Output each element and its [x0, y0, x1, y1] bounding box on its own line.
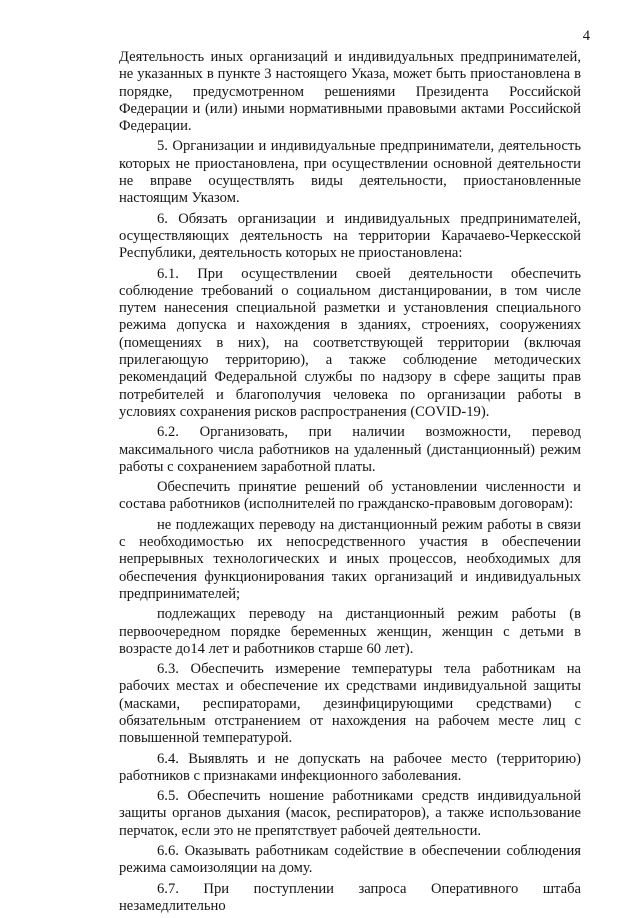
paragraph-item-6-5: 6.5. Обеспечить ношение работниками средств индивидуальной защиты органов дыхания (масок, респираторов), а также использование перчаток, если это не препятствует рабочей деятельности. — [119, 788, 581, 839]
paragraph-item-6-7: 6.7. При поступлении запроса Оперативного штаба незамедлительно — [119, 880, 581, 914]
paragraph-item-6: 6. Обязать организации и индивидуальных предпринимателей, осуществляющих деятельность на территории Карачаево-Черкесской Республики, деятельность которых не приостановлена: — [119, 210, 581, 262]
paragraph-not-remote: не подлежащих переводу на дистанционный режим работы в связи с необходимостью их непосредственного участия в обеспечении непрерывных технологических и иных процессов, необходимых для обеспечения функционирования таких организаций и индивидуальных предпринимателей; — [119, 516, 581, 602]
paragraph-item-6-6: 6.6. Оказывать работникам содействие в обеспечении соблюдения режима самоизоляции на дому. — [119, 843, 581, 877]
page-number: 4 — [582, 28, 590, 44]
paragraph-remote: подлежащих переводу на дистанционный режим работы (в первоочередном порядке беременных женщин, женщин с детьми в возрасте до14 лет и работников старше 60 лет). — [119, 606, 581, 657]
paragraph-item-6-3: 6.3. Обеспечить измерение температуры тела работникам на рабочих местах и обеспечение их средствами индивидуальной защиты (масками, респираторами, дезинфицирующими средствами) с обязательным отстранением от нахождения на рабочем месте лиц с повышенной температурой. — [119, 661, 581, 747]
paragraph-continuation: Деятельность иных организаций и индивидуальных предпринимателей, не указанных в пункте 3 настоящего Указа, может быть приостановлена в порядке, предусмотренном решениями Президента Российской Федерации и (или) иными нормативными правовыми актами Российской Федерации. — [119, 49, 581, 135]
paragraph-item-6-1: 6.1. При осуществлении своей деятельности обеспечить соблюдение требований о социальном дистанцировании, в том числе путем нанесения специальной разметки и установления специального режима допуска и нахождения в зданиях, строениях, сооружениях (помещениях в них), на соответствующей территории (включая прилегающую территорию), а также соблюдение методических рекомендаций Федеральной службы по надзору в сфере защиты прав потребителей и благополучия человека по организации работы в условиях сохранения рисков распространения (COVID-19). — [119, 265, 581, 420]
document-body — [119, 49, 581, 918]
paragraph-staff-decision: Обеспечить принятие решений об установлении численности и состава работников (исполнителей по гражданско-правовым договорам): — [119, 479, 581, 513]
paragraph-item-6-4: 6.4. Выявлять и не допускать на рабочее место (территорию) работников с признаками инфекционного заболевания. — [119, 750, 581, 784]
paragraph-item-5: 5. Организации и индивидуальные предприниматели, деятельность которых не приостановлена, при осуществлении основной деятельности не вправе осуществлять виды деятельности, приостановленные настоящим Указом. — [119, 138, 581, 207]
paragraph-item-6-2: 6.2. Организовать, при наличии возможности, перевод максимального числа работников на удаленный (дистанционный) режим работы с сохранением заработной платы. — [119, 424, 581, 475]
